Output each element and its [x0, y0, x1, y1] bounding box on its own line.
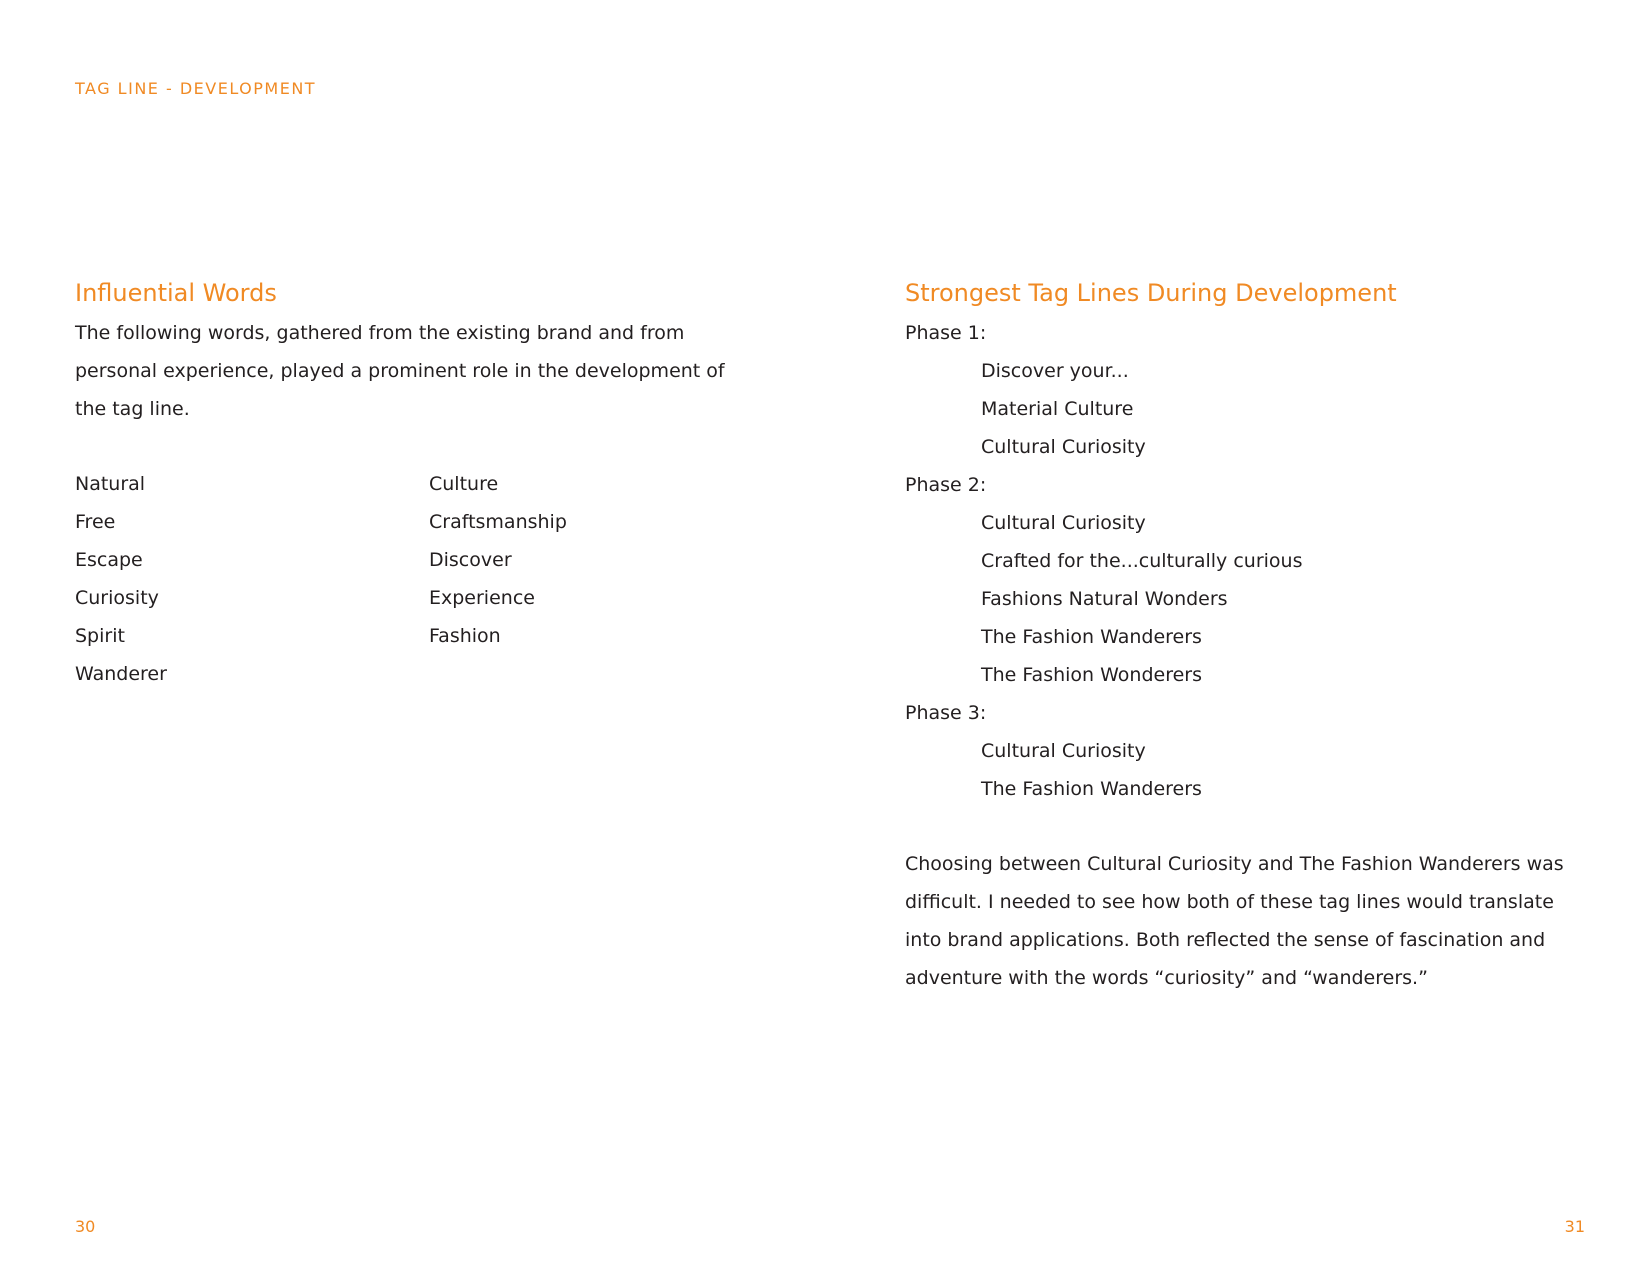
tag-line-item: The Fashion Wanderers: [981, 626, 1202, 648]
intro-line: The following words, gathered from the existing brand and from: [75, 322, 685, 344]
word-item: Craftsmanship: [429, 511, 567, 533]
tag-line-item: Fashions Natural Wonders: [981, 588, 1228, 610]
influential-words-heading: Influential Words: [75, 279, 277, 307]
page-number-left: 30: [75, 1217, 96, 1236]
tag-line-item: The Fashion Wonderers: [981, 664, 1203, 686]
word-list-column-2: [429, 465, 567, 655]
closing-line: difficult. I needed to see how both of these tag lines would translate: [905, 891, 1554, 913]
word-item: Natural: [75, 473, 146, 495]
word-item: Discover: [429, 549, 512, 571]
closing-paragraph: [905, 845, 1585, 997]
closing-line: adventure with the words “curiosity” and “wanderers.”: [905, 967, 1428, 989]
tag-line-item: Cultural Curiosity: [981, 740, 1146, 762]
intro-line: the tag line.: [75, 398, 190, 420]
closing-line: into brand applications. Both reflected the sense of fascination and: [905, 929, 1546, 951]
closing-line: Choosing between Cultural Curiosity and The Fashion Wanderers was: [905, 853, 1564, 875]
word-item: Culture: [429, 473, 499, 495]
tag-line-item: The Fashion Wanderers: [981, 778, 1202, 800]
word-item: Wanderer: [75, 663, 167, 685]
phase-label: Phase 3:: [905, 702, 987, 724]
word-list-column-1: [75, 465, 167, 693]
word-item: Free: [75, 511, 116, 533]
phase-list: [905, 314, 1302, 808]
word-item: Curiosity: [75, 587, 159, 609]
tag-line-item: Cultural Curiosity: [981, 436, 1146, 458]
strongest-tag-lines-heading: Strongest Tag Lines During Development: [905, 279, 1397, 307]
tag-line-item: Cultural Curiosity: [981, 512, 1146, 534]
word-item: Experience: [429, 587, 535, 609]
page-number-right: 31: [1564, 1217, 1585, 1236]
intro-line: personal experience, played a prominent role in the development of: [75, 360, 725, 382]
tag-line-item: Material Culture: [981, 398, 1134, 420]
phase-label: Phase 1:: [905, 322, 987, 344]
intro-paragraph: [75, 314, 775, 428]
section-label: TAG LINE - DEVELOPMENT: [75, 79, 317, 98]
word-item: Fashion: [429, 625, 501, 647]
tag-line-item: Discover your...: [981, 360, 1129, 382]
phase-label: Phase 2:: [905, 474, 987, 496]
word-item: Spirit: [75, 625, 125, 647]
word-item: Escape: [75, 549, 143, 571]
tag-line-item: Crafted for the...culturally curious: [981, 550, 1303, 572]
